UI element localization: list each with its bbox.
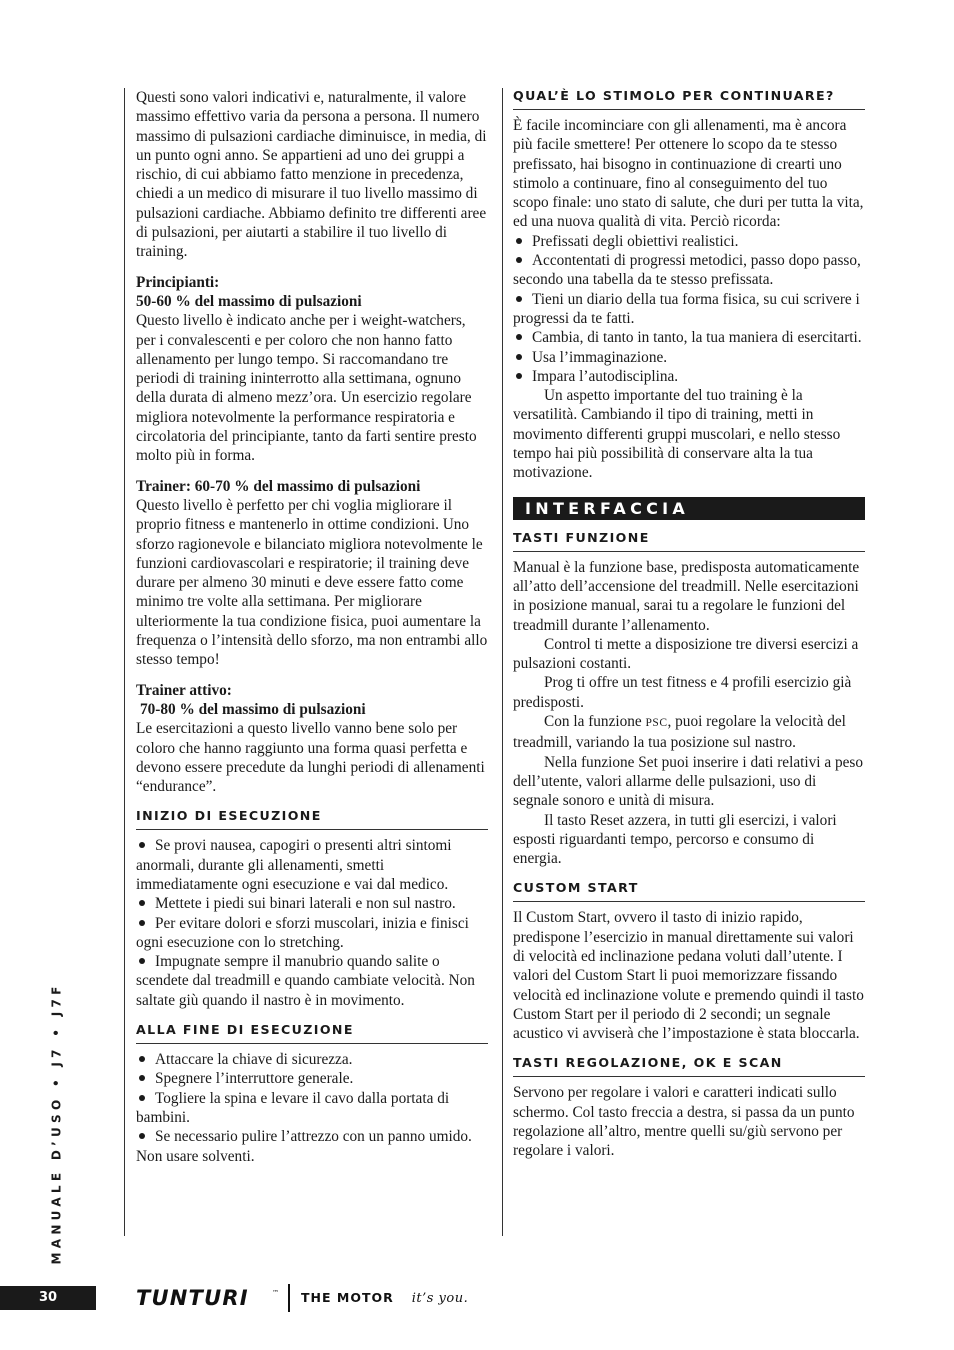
left-column-rule: [124, 88, 125, 1236]
adjust-keys-heading: TASTI REGOLAZIONE, OK E SCAN: [513, 1055, 865, 1077]
psc-paragraph: Con la funzione PSC, puoi regolare la velocità del treadmill, variando la tua posizione sul nastro.: [513, 713, 846, 752]
bullet-icon: [516, 354, 522, 360]
sidebar-manual-title: [34, 982, 80, 1270]
list-item: Impugnate sempre il manubrio quando salite o scendete dal treadmill e quando cambiate velocità. Non saltate giù quando il nastro è in movimento.: [136, 953, 475, 1009]
page-number: 30: [0, 1286, 96, 1310]
bullet-icon: [516, 296, 522, 302]
beginner-title: Principianti:: [136, 273, 220, 291]
list-item: Attaccare la chiave di sicurezza.: [136, 1050, 488, 1069]
end-heading: ALLA FINE DI ESECUZIONE: [136, 1022, 488, 1044]
beginner-subtitle: 50-60 % del massimo di pulsazioni: [136, 292, 362, 310]
list-item: Spegnere l’interruttore generale.: [136, 1069, 488, 1088]
custom-start-heading: CUSTOM START: [513, 880, 865, 902]
bullet-icon: [516, 257, 522, 263]
versatility-paragraph: Un aspetto importante del tuo training è la versatilità. Cambiando il tipo di training, metti in movimento differenti gruppi muscolari, e nello stesso tempo hai più possibilità di conservare alta la tua motivazione.: [513, 387, 841, 482]
function-keys-heading: TASTI FUNZIONE: [513, 530, 865, 552]
psc-label: PSC: [645, 717, 668, 730]
list-item: Se provi nausea, capogiri o presenti altri sintomi anormali, durante gli allenamenti, smetti immediatamente ogni esecuzione e vai dal medico.: [136, 837, 452, 893]
bullet-icon: [139, 1075, 145, 1081]
right-column-rule: [502, 88, 503, 1236]
tunturi-logo: TUNTURI: [136, 1286, 249, 1310]
right-column: [513, 88, 865, 1161]
bullet-icon: [139, 920, 145, 926]
list-item: Mettete i piedi sui binari laterali e non sul nastro.: [136, 894, 488, 913]
adjust-keys-paragraph: Servono per regolare i valori e caratteri indicati sullo schermo. Col tasto freccia a destra, si passa da un punto regolazione all’altro, mentre quelli su/giù servono per regolare i valori.: [513, 1084, 855, 1160]
trademark-mark: ™: [272, 1289, 279, 1297]
list-item: Cambia, di tanto in tanto, la tua maniera di esercitarti.: [513, 328, 865, 347]
active-trainer-title: Trainer attivo:: [136, 681, 232, 699]
custom-start-paragraph: Il Custom Start, ovvero il tasto di inizio rapido, predispone l’esercizio in manual direttamente sui valori di velocità ed inclinazione pedana voluti dall’utente. I valori del Custom Start li puoi memorizzare fissando velocità ed inclinazione volute e premendo quindi il tasto Custom Start per il periodo di 2 secondi; un segnale acustico vi avviserà che l’impostazione è stata bloccarla.: [513, 909, 864, 1043]
footer-tagline: it’s you.: [411, 1291, 469, 1306]
bullet-icon: [139, 900, 145, 906]
reset-paragraph: Il tasto Reset azzera, in tutti gli esercizi, i valori esposti riguardanti tempo, percorso e consumo di energia.: [513, 811, 837, 868]
bullet-icon: [139, 958, 145, 964]
list-item: Impara l’autodisciplina.: [513, 367, 865, 386]
footer-slogan: THE MOTOR it’s you.: [301, 1290, 469, 1306]
footer-divider: [288, 1284, 290, 1312]
beginner-paragraph: Questo livello è indicato anche per i weight-watchers, per i convalescenti e per coloro che non hanno fatto allenamento per lungo tempo. Si raccomandano tre periodi di training ininterrotto alla settimana, ognuno della durata di almeno mezz’ora. Un esercizio regolare migliora notevolmente la performance respiratoria e circolatoria del principiante, tanto da farti sentire presto molto più in forma.: [136, 312, 477, 465]
bullet-icon: [139, 1095, 145, 1101]
bullet-icon: [516, 238, 522, 244]
list-item: Usa l’immaginazione.: [513, 348, 865, 367]
bullet-icon: [516, 373, 522, 379]
bullet-icon: [139, 1133, 145, 1139]
stimulus-paragraph: È facile incominciare con gli allenamenti, ma è ancora più facile smettere! Per ottenere lo scopo da te stesso prefissato, hai bisogno in continuazione di crearti uno stimolo a continuare, fino al conseguimento del tuo scopo finale: uno stato di salute, che duri per tutta la vita, ed una nuova qualità di vita. Perciò ricorda:: [513, 117, 864, 231]
list-item: Prefissati degli obiettivi realistici.: [513, 232, 865, 251]
list-item: Accontentati di progressi metodici, passo dopo passo, secondo una tabella da te stesso prefissata.: [513, 252, 861, 289]
left-column: [136, 88, 488, 1166]
set-paragraph: Nella funzione Set puoi inserire i dati relativi a peso dell’utente, valori allarme delle pulsazioni, uso di segnale sonoro e unità di misura.: [513, 753, 864, 810]
list-item: Se necessario pulire l’attrezzo con un panno umido. Non usare solventi.: [136, 1128, 472, 1165]
control-paragraph: Control ti mette a disposizione tre diversi esercizi a pulsazioni costanti.: [513, 635, 859, 673]
start-heading: INIZIO DI ESECUZIONE: [136, 808, 488, 830]
bullet-icon: [139, 842, 145, 848]
bullet-icon: [139, 1056, 145, 1062]
list-item: Togliere la spina e levare il cavo dalla portata di bambini.: [136, 1089, 450, 1126]
trainer-paragraph: Questo livello è perfetto per chi voglia migliorare il proprio fitness e mantenerlo in ottime condizioni. Uno sforzo ragionevole e bilanciato migliora notevolmente le funzioni cardiovascolari e respiratorie; il training deve durare per almeno 30 minuti e deve essere fatto come minimo tre volte alla settimana. Per migliorare ulteriormente la tua condizione fisica, puoi aumentare la frequenza o l’intensità dello sforzo, ma non entrambi allo stesso tempo!: [136, 496, 488, 669]
interface-section-band: INTERFACCIA: [513, 497, 865, 520]
list-item: Tieni un diario della tua forma fisica, su cui scrivere i progressi da te fatti.: [513, 290, 860, 327]
prog-paragraph: Prog ti offre un test fitness e 4 profili esercizio già predisposti.: [513, 674, 852, 711]
sidebar-text: MANUALE D’USO • J7 • J7F: [49, 982, 64, 1265]
bullet-icon: [516, 334, 522, 340]
intro-paragraph: Questi sono valori indicativi e, naturalmente, il valore massimo effettivo varia da persona a persona. Il numero massimo di pulsazioni cardiache diminuisce, in media, di un punto ogni anno. Se appartieni ad uno dei gruppi a rischio, di cui abbiamo fatto menzione in precedenza, chiedi a un medico di misurare il tuo livello massimo di pulsazioni cardiache. Abbiamo definito tre differenti aree di pulsazioni, per aiutarti a stabilire il tuo livello di training.: [136, 89, 487, 261]
list-item: Per evitare dolori e sforzi muscolari, inizia e finisci ogni esecuzione con lo stretching.: [136, 914, 469, 951]
trainer-title: Trainer: 60-70 % del massimo di pulsazioni: [136, 477, 421, 495]
stimulus-heading: QUAL’È LO STIMOLO PER CONTINUARE?: [513, 88, 865, 110]
active-trainer-paragraph: Le esercitazioni a questo livello vanno bene solo per coloro che hanno raggiunto una forma quasi perfetta e devono essere precedute da lunghi periodi di allenamenti “endurance”.: [136, 720, 485, 796]
active-trainer-subtitle: 70-80 % del massimo di pulsazioni: [140, 700, 366, 718]
manual-paragraph: Manual è la funzione base, predisposta automaticamente all’atto dell’accensione del treadmill. Nelle esercitazioni in posizione manual, sarai tu a regolare le funzioni del treadmill durante l’allenamento.: [513, 558, 860, 634]
